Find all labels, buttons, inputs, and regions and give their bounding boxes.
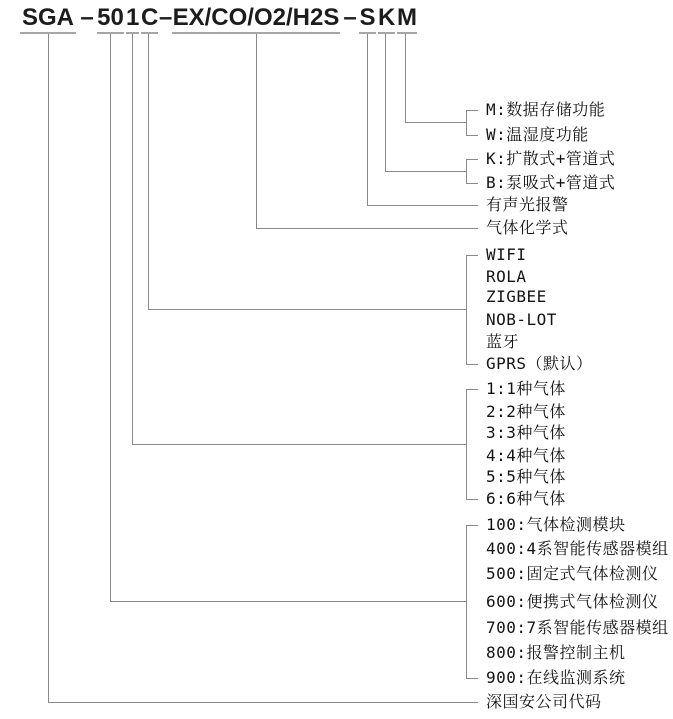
- wire-gas-count: [133, 34, 467, 445]
- legend-product-100: 100:气体检测模块: [486, 515, 626, 534]
- model-code-dash: –: [159, 4, 173, 31]
- legend-comm-bluetooth: 蓝牙: [486, 332, 520, 351]
- wire-company-code: [49, 34, 479, 703]
- legend-alarm: 有声光报警: [486, 195, 569, 214]
- legend-company-code: 深国安公司代码: [486, 692, 602, 711]
- model-code-alarm: S: [359, 5, 376, 34]
- legend-gas-formula: 气体化学式: [486, 218, 569, 237]
- legend-product-500: 500:固定式气体检测仪: [486, 564, 659, 583]
- legend-comm-wifi: WIFI: [486, 245, 527, 264]
- legend-sampling-k: K:扩散式+管道式: [486, 149, 616, 168]
- legend-gascount-5: 5:5种气体: [486, 467, 566, 486]
- legend-gascount-2: 2:2种气体: [486, 402, 566, 421]
- legend-gascount-4: 4:4种气体: [486, 446, 566, 465]
- legend-sampling-b: B:泵吸式+管道式: [486, 173, 616, 192]
- model-code-company: SGA: [20, 5, 76, 34]
- model-code-gas-count: 1: [126, 5, 139, 34]
- legend-comm-gprs: GPRS（默认）: [486, 354, 593, 373]
- wire-alarm: [368, 34, 479, 206]
- model-code-dash: –: [343, 4, 357, 31]
- model-code-dash: –: [80, 4, 94, 31]
- legend-gascount-1: 1:1种气体: [486, 379, 566, 398]
- model-code-comm: C: [141, 5, 158, 34]
- wire-series: [111, 34, 467, 602]
- legend-gascount-3: 3:3种气体: [486, 423, 566, 442]
- model-code-series: 50: [97, 5, 124, 34]
- model-code-storage: M: [397, 5, 417, 34]
- legend-product-400: 400:4系智能传感器模组: [486, 539, 669, 558]
- bracket-gas-count: [467, 390, 479, 500]
- legend-comm-rola: ROLA: [486, 267, 527, 286]
- wire-sampling: [386, 34, 467, 172]
- legend-storage-m: M:数据存储功能: [486, 100, 606, 119]
- wire-storage: [406, 34, 467, 123]
- legend-comm-zigbee: ZIGBEE: [486, 287, 547, 306]
- model-code-sampling: K: [378, 5, 395, 34]
- bracket-sampling: [467, 160, 479, 184]
- bracket-product-series: [467, 526, 479, 679]
- legend-comm-noblot: NOB-LOT: [486, 310, 557, 329]
- legend-product-600: 600:便携式气体检测仪: [486, 592, 659, 611]
- bracket-storage: [467, 111, 479, 136]
- legend-gascount-6: 6:6种气体: [486, 489, 566, 508]
- legend-storage-w: W:温湿度功能: [486, 125, 589, 144]
- model-code-gases: EX/CO/O2/H2S: [172, 5, 340, 34]
- legend-product-900: 900:在线监测系统: [486, 668, 626, 687]
- bracket-communication: [467, 256, 479, 365]
- legend-product-800: 800:报警控制主机: [486, 643, 626, 662]
- legend-product-700: 700:7系智能传感器模组: [486, 618, 669, 637]
